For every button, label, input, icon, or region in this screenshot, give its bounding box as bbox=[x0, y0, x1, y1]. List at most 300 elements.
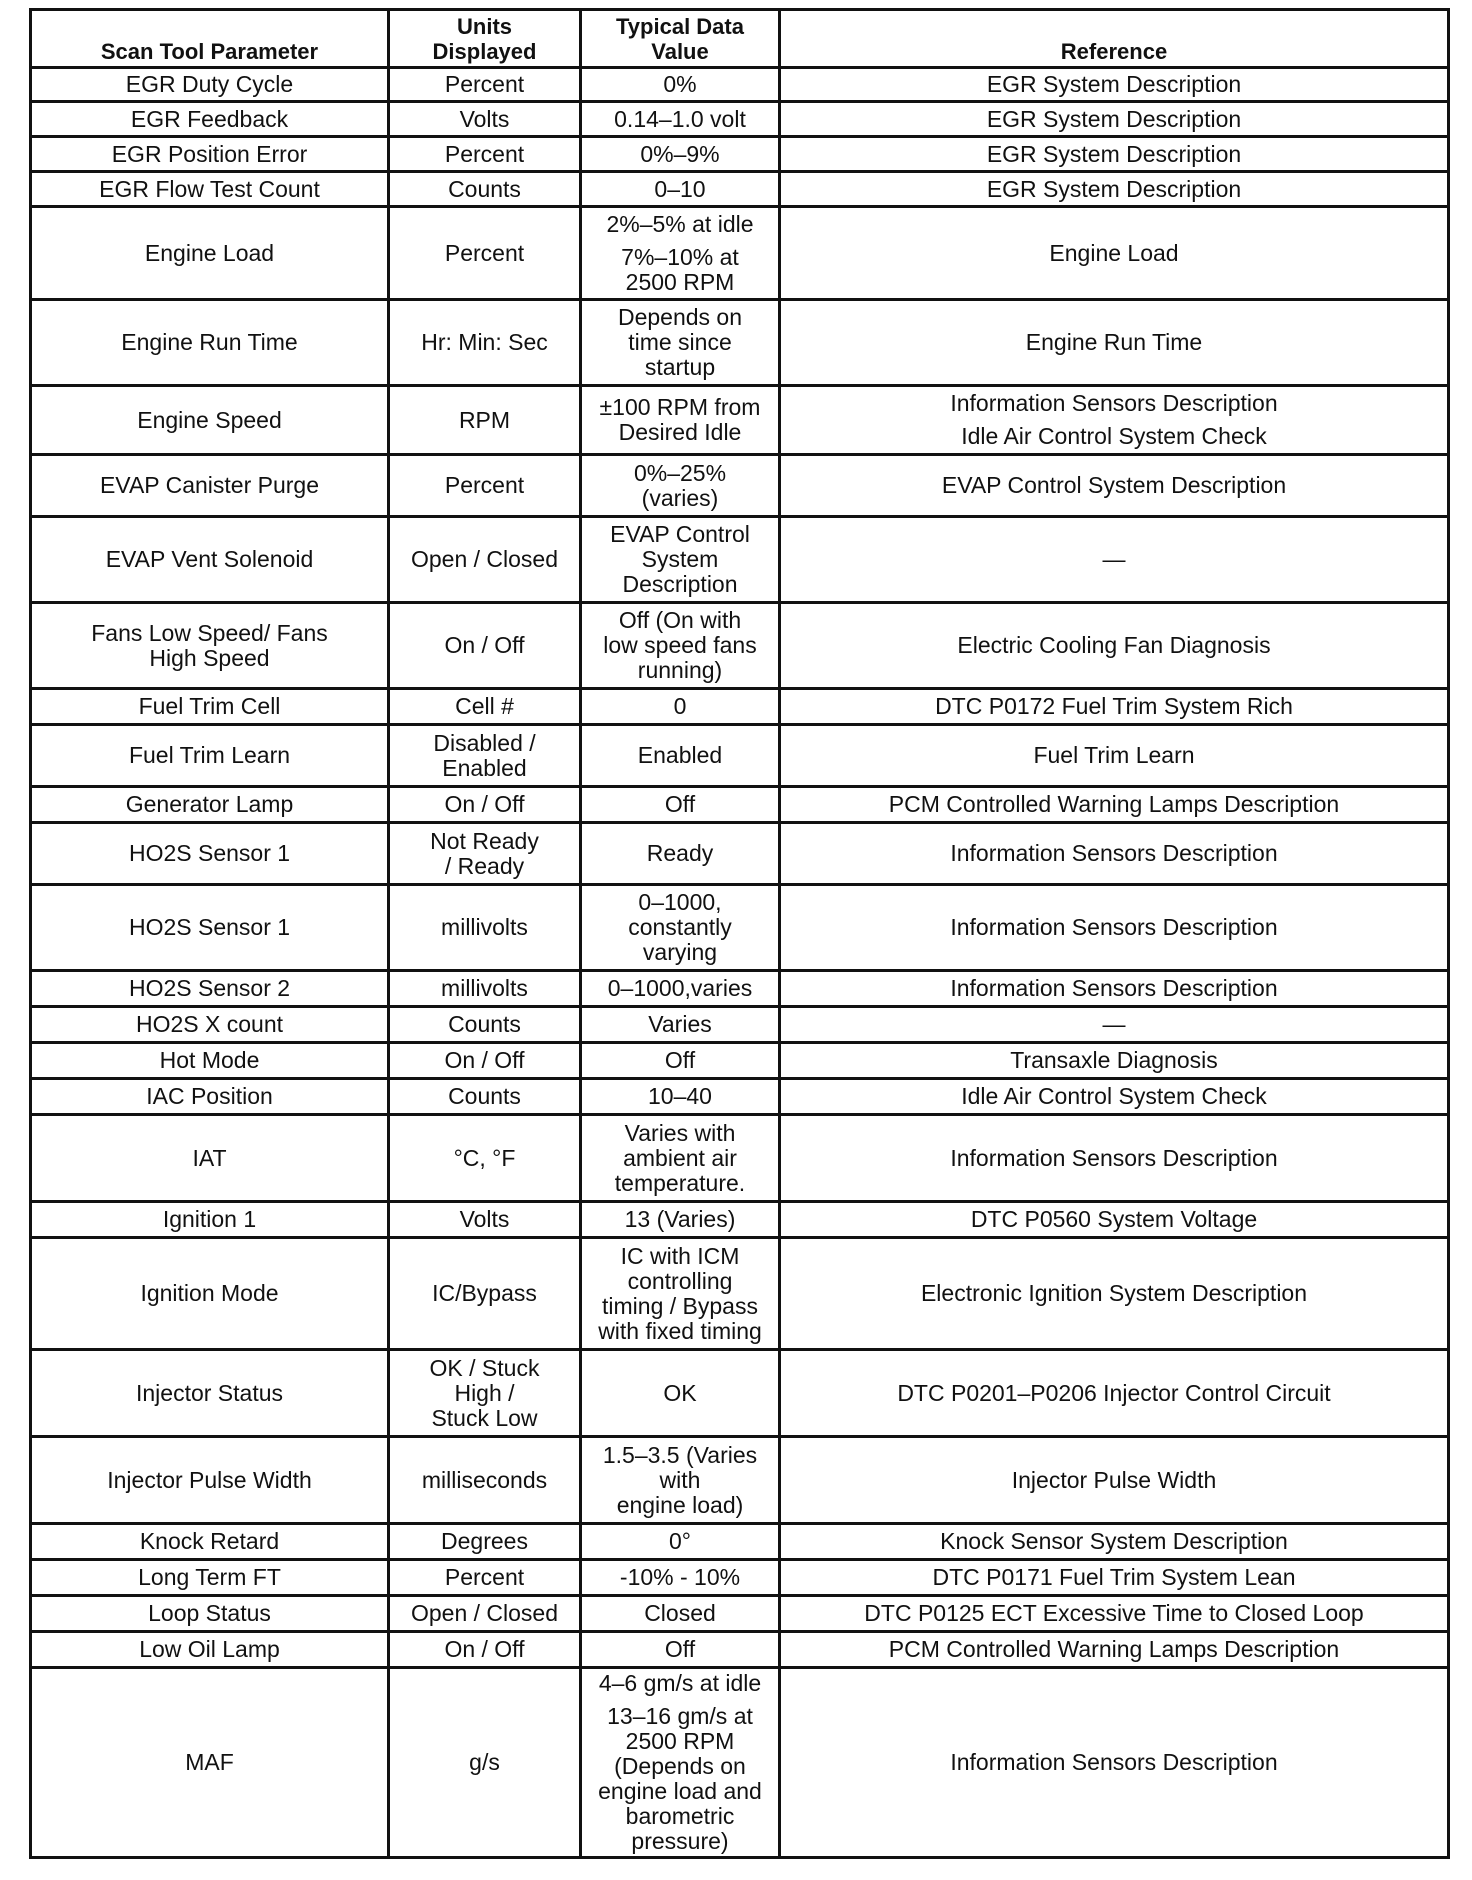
cell-text: Enabled bbox=[637, 742, 723, 768]
table-row bbox=[31, 207, 1449, 300]
cell-text: milliseconds bbox=[421, 1466, 548, 1493]
cell-parameter bbox=[31, 68, 389, 102]
cell-units bbox=[389, 1007, 581, 1043]
cell-text: 0%–9% bbox=[640, 140, 720, 167]
cell-parameter bbox=[31, 137, 389, 172]
table-row bbox=[31, 885, 1449, 971]
cell-text: HO2S Sensor 1 bbox=[128, 840, 291, 866]
cell-text: startup bbox=[644, 354, 716, 380]
cell-reference bbox=[780, 689, 1449, 725]
cell-text: Knock Sensor System Description bbox=[940, 1528, 1288, 1554]
cell-text: Information Sensors Description bbox=[950, 390, 1278, 416]
cell-text: Injector Status bbox=[135, 1379, 284, 1406]
cell-text: HO2S Sensor 2 bbox=[128, 975, 291, 1001]
cell-text: Idle Air Control System Check bbox=[961, 423, 1267, 449]
table-row bbox=[31, 137, 1449, 172]
table-row bbox=[31, 787, 1449, 823]
cell-parameter bbox=[31, 787, 389, 823]
cell-text: Transaxle Diagnosis bbox=[1010, 1047, 1218, 1073]
cell-typical-value bbox=[581, 1524, 780, 1560]
cell-text: Percent bbox=[444, 71, 525, 97]
cell-text: EVAP Control bbox=[610, 521, 750, 547]
cell-text: time since bbox=[628, 329, 732, 355]
cell-parameter bbox=[31, 1202, 389, 1238]
cell-text: with bbox=[659, 1466, 701, 1493]
cell-reference bbox=[780, 1007, 1449, 1043]
cell-text: DTC P0201–P0206 Injector Control Circuit bbox=[897, 1379, 1331, 1406]
cell-units bbox=[389, 1668, 581, 1858]
cell-units bbox=[389, 1632, 581, 1668]
cell-text: EVAP Control System Description bbox=[941, 472, 1287, 498]
cell-units bbox=[389, 725, 581, 787]
cell-parameter bbox=[31, 517, 389, 603]
cell-text: Percent bbox=[444, 1564, 525, 1590]
table-row bbox=[31, 172, 1449, 207]
table-row bbox=[31, 1632, 1449, 1668]
cell-text: millivolts bbox=[441, 914, 528, 940]
cell-parameter bbox=[31, 172, 389, 207]
cell-units bbox=[389, 137, 581, 172]
cell-reference bbox=[780, 300, 1449, 386]
cell-parameter bbox=[31, 386, 389, 455]
cell-reference bbox=[780, 885, 1449, 971]
cell-typical-value bbox=[581, 725, 780, 787]
cell-text: Information Sensors Description bbox=[950, 1144, 1278, 1171]
cell-typical-value bbox=[581, 517, 780, 603]
cell-text: On / Off bbox=[444, 791, 525, 817]
cell-text: 0–10 bbox=[654, 175, 706, 202]
cell-parameter bbox=[31, 300, 389, 386]
cell-reference bbox=[780, 1043, 1449, 1079]
table-row bbox=[31, 1043, 1449, 1079]
cell-text: millivolts bbox=[441, 975, 528, 1001]
cell-text: Not Ready bbox=[430, 827, 539, 854]
cell-text: ±100 RPM from bbox=[599, 394, 761, 420]
cell-typical-value bbox=[581, 885, 780, 971]
cell-text: Fuel Trim Learn bbox=[128, 742, 291, 768]
cell-units bbox=[389, 823, 581, 885]
cell-text: -10% - 10% bbox=[619, 1564, 741, 1590]
cell-text: EGR System Description bbox=[986, 175, 1242, 202]
table-row bbox=[31, 517, 1449, 603]
cell-text: Disabled / bbox=[433, 729, 536, 756]
cell-parameter bbox=[31, 885, 389, 971]
cell-typical-value bbox=[581, 823, 780, 885]
cell-text: Off bbox=[664, 1047, 696, 1073]
cell-units bbox=[389, 1115, 581, 1202]
cell-text: PCM Controlled Warning Lamps Description bbox=[888, 1636, 1340, 1662]
cell-units bbox=[389, 455, 581, 517]
cell-reference bbox=[780, 1524, 1449, 1560]
cell-text: Long Term FT bbox=[138, 1564, 281, 1590]
cell-typical-value bbox=[581, 68, 780, 102]
cell-text: MAF bbox=[185, 1749, 234, 1775]
header-parameter bbox=[31, 10, 389, 68]
cell-text: Counts bbox=[448, 175, 521, 202]
table-row bbox=[31, 455, 1449, 517]
cell-text: Engine Run Time bbox=[121, 329, 298, 355]
cell-text: EGR System Description bbox=[986, 105, 1242, 132]
cell-text: temperature. bbox=[614, 1169, 746, 1196]
table-row bbox=[31, 1238, 1449, 1350]
cell-text: Percent bbox=[444, 239, 525, 266]
header-text: Scan Tool Parameter bbox=[100, 39, 319, 64]
cell-typical-value bbox=[581, 1202, 780, 1238]
cell-units bbox=[389, 68, 581, 102]
cell-text: IAC Position bbox=[146, 1083, 273, 1109]
cell-text: Off bbox=[664, 791, 696, 817]
cell-text: / Ready bbox=[444, 852, 525, 879]
table-row bbox=[31, 1560, 1449, 1596]
cell-text: — bbox=[1102, 1011, 1126, 1037]
cell-reference bbox=[780, 137, 1449, 172]
cell-units bbox=[389, 1560, 581, 1596]
cell-text: Information Sensors Description bbox=[950, 975, 1278, 1001]
cell-text: On / Off bbox=[444, 1047, 525, 1073]
table-row bbox=[31, 725, 1449, 787]
cell-text: Closed bbox=[644, 1600, 716, 1626]
cell-units bbox=[389, 1079, 581, 1115]
cell-units bbox=[389, 1202, 581, 1238]
cell-text: 13 (Varies) bbox=[624, 1206, 736, 1232]
cell-reference bbox=[780, 1202, 1449, 1238]
cell-typical-value bbox=[581, 1007, 780, 1043]
cell-text: IC with ICM bbox=[620, 1242, 740, 1269]
table-row bbox=[31, 102, 1449, 137]
cell-parameter bbox=[31, 1007, 389, 1043]
cell-parameter bbox=[31, 1079, 389, 1115]
cell-text: Engine Load bbox=[144, 239, 275, 266]
cell-reference bbox=[780, 517, 1449, 603]
cell-typical-value bbox=[581, 300, 780, 386]
cell-text: 0.14–1.0 volt bbox=[614, 105, 746, 132]
header-text: Displayed bbox=[432, 39, 537, 64]
cell-typical-value bbox=[581, 1350, 780, 1437]
cell-typical-value bbox=[581, 1596, 780, 1632]
cell-typical-value bbox=[581, 1115, 780, 1202]
cell-text: Electric Cooling Fan Diagnosis bbox=[957, 632, 1271, 658]
cell-text: 0 bbox=[673, 693, 687, 719]
table-body bbox=[31, 68, 1449, 1858]
cell-reference bbox=[780, 787, 1449, 823]
table-row bbox=[31, 823, 1449, 885]
cell-text: DTC P0125 ECT Excessive Time to Closed Loop bbox=[864, 1600, 1364, 1626]
cell-parameter bbox=[31, 1043, 389, 1079]
cell-text: Generator Lamp bbox=[125, 791, 294, 817]
cell-units bbox=[389, 172, 581, 207]
cell-parameter bbox=[31, 1115, 389, 1202]
cell-text: Enabled bbox=[442, 754, 527, 781]
table-row bbox=[31, 1668, 1449, 1858]
cell-parameter bbox=[31, 207, 389, 300]
cell-text: Engine Load bbox=[1049, 239, 1179, 266]
cell-typical-value bbox=[581, 455, 780, 517]
header-units bbox=[389, 10, 581, 68]
table-row bbox=[31, 1524, 1449, 1560]
cell-text: 0° bbox=[669, 1528, 691, 1554]
cell-reference bbox=[780, 172, 1449, 207]
cell-units bbox=[389, 689, 581, 725]
cell-units bbox=[389, 1524, 581, 1560]
table-row bbox=[31, 1115, 1449, 1202]
cell-text: Open / Closed bbox=[410, 546, 559, 572]
cell-text: IAT bbox=[192, 1144, 227, 1171]
cell-text: Off (On with bbox=[618, 607, 742, 633]
table-row bbox=[31, 689, 1449, 725]
cell-text: DTC P0560 System Voltage bbox=[970, 1206, 1258, 1232]
cell-text: low speed fans bbox=[603, 632, 757, 658]
table-row bbox=[31, 1079, 1449, 1115]
header-text: Reference bbox=[1060, 39, 1168, 64]
scan-tool-data-table bbox=[29, 8, 1450, 1859]
cell-text: Injector Pulse Width bbox=[107, 1466, 312, 1493]
cell-text: Hot Mode bbox=[159, 1047, 260, 1073]
cell-text: 0–1000, bbox=[638, 889, 722, 915]
cell-text: — bbox=[1102, 546, 1126, 572]
cell-text: 2500 RPM bbox=[625, 268, 735, 295]
table-row bbox=[31, 1007, 1449, 1043]
cell-typical-value bbox=[581, 1668, 780, 1858]
cell-units bbox=[389, 971, 581, 1007]
cell-reference bbox=[780, 102, 1449, 137]
cell-text: Cell # bbox=[455, 693, 514, 719]
table-header-row bbox=[31, 10, 1449, 68]
cell-parameter bbox=[31, 1596, 389, 1632]
cell-text: 13–16 gm/s at bbox=[607, 1703, 753, 1729]
cell-typical-value bbox=[581, 971, 780, 1007]
cell-parameter bbox=[31, 1350, 389, 1437]
cell-text: DTC P0171 Fuel Trim System Lean bbox=[932, 1564, 1296, 1590]
cell-text: Information Sensors Description bbox=[950, 840, 1278, 866]
cell-typical-value bbox=[581, 1238, 780, 1350]
cell-typical-value bbox=[581, 102, 780, 137]
table-row bbox=[31, 1202, 1449, 1238]
cell-units bbox=[389, 102, 581, 137]
cell-text: running) bbox=[637, 657, 723, 683]
cell-text: 0%–25% bbox=[633, 459, 727, 486]
cell-units bbox=[389, 1238, 581, 1350]
cell-units bbox=[389, 300, 581, 386]
cell-reference bbox=[780, 725, 1449, 787]
cell-text: with fixed timing bbox=[598, 1317, 762, 1344]
header-text: Typical Data bbox=[616, 14, 744, 39]
cell-parameter bbox=[31, 455, 389, 517]
table-row bbox=[31, 1350, 1449, 1437]
cell-text: 0–1000,varies bbox=[607, 975, 753, 1001]
cell-units bbox=[389, 885, 581, 971]
cell-text: Varies with bbox=[624, 1119, 736, 1146]
cell-parameter bbox=[31, 1437, 389, 1524]
cell-text: 2500 RPM bbox=[625, 1728, 735, 1754]
cell-typical-value bbox=[581, 603, 780, 689]
cell-text: EGR Flow Test Count bbox=[99, 175, 320, 202]
cell-parameter bbox=[31, 689, 389, 725]
cell-text: Hr: Min: Sec bbox=[421, 329, 548, 355]
cell-reference bbox=[780, 1350, 1449, 1437]
cell-text: DTC P0172 Fuel Trim System Rich bbox=[935, 693, 1293, 719]
cell-text: Idle Air Control System Check bbox=[961, 1083, 1267, 1109]
cell-text: 7%–10% at bbox=[621, 243, 739, 270]
cell-typical-value bbox=[581, 1632, 780, 1668]
cell-text: g/s bbox=[469, 1749, 500, 1775]
cell-text: EGR Feedback bbox=[130, 105, 289, 132]
cell-text: varying bbox=[642, 939, 718, 965]
cell-text: Information Sensors Description bbox=[950, 1749, 1278, 1775]
cell-text: 4–6 gm/s at idle bbox=[598, 1670, 762, 1696]
cell-reference bbox=[780, 1238, 1449, 1350]
cell-units bbox=[389, 386, 581, 455]
cell-typical-value bbox=[581, 689, 780, 725]
cell-text: Low Oil Lamp bbox=[139, 1636, 280, 1662]
cell-text: engine load and bbox=[598, 1778, 762, 1804]
cell-units bbox=[389, 1350, 581, 1437]
cell-text: HO2S Sensor 1 bbox=[128, 914, 291, 940]
cell-units bbox=[389, 517, 581, 603]
cell-text: Percent bbox=[444, 472, 525, 498]
cell-text: IC/Bypass bbox=[432, 1280, 537, 1306]
cell-text: Ready bbox=[646, 840, 714, 866]
table-row bbox=[31, 300, 1449, 386]
cell-reference bbox=[780, 1079, 1449, 1115]
cell-text: PCM Controlled Warning Lamps Description bbox=[888, 791, 1340, 817]
cell-text: Percent bbox=[444, 140, 525, 167]
cell-text: Injector Pulse Width bbox=[1011, 1466, 1217, 1493]
cell-text: Volts bbox=[459, 1206, 510, 1232]
cell-text: Engine Run Time bbox=[1025, 329, 1203, 355]
cell-reference bbox=[780, 207, 1449, 300]
table-row bbox=[31, 68, 1449, 102]
cell-text: OK / Stuck bbox=[429, 1354, 540, 1381]
cell-text: EVAP Canister Purge bbox=[99, 472, 320, 498]
cell-text: Knock Retard bbox=[139, 1528, 280, 1554]
cell-text: Ignition 1 bbox=[162, 1206, 257, 1232]
cell-text: EGR System Description bbox=[986, 140, 1242, 167]
cell-parameter bbox=[31, 725, 389, 787]
cell-reference bbox=[780, 1437, 1449, 1524]
cell-text: RPM bbox=[458, 406, 511, 433]
header-reference bbox=[780, 10, 1449, 68]
cell-text: 0% bbox=[663, 71, 697, 97]
cell-text: On / Off bbox=[444, 632, 525, 658]
table-row bbox=[31, 603, 1449, 689]
cell-parameter bbox=[31, 102, 389, 137]
cell-text: Description bbox=[622, 571, 738, 597]
cell-typical-value bbox=[581, 1560, 780, 1596]
cell-units bbox=[389, 603, 581, 689]
cell-reference bbox=[780, 1115, 1449, 1202]
cell-reference bbox=[780, 1560, 1449, 1596]
cell-text: Electronic Ignition System Description bbox=[920, 1280, 1308, 1306]
table-row bbox=[31, 386, 1449, 455]
cell-parameter bbox=[31, 603, 389, 689]
cell-text: 10–40 bbox=[648, 1083, 712, 1109]
cell-units bbox=[389, 1043, 581, 1079]
cell-text: Desired Idle bbox=[618, 419, 742, 445]
cell-parameter bbox=[31, 823, 389, 885]
cell-text: timing / Bypass bbox=[602, 1292, 758, 1319]
cell-text: constantly bbox=[628, 914, 732, 940]
cell-reference bbox=[780, 1632, 1449, 1668]
header-text: Units bbox=[457, 14, 512, 39]
cell-reference bbox=[780, 68, 1449, 102]
cell-typical-value bbox=[581, 787, 780, 823]
table-row bbox=[31, 971, 1449, 1007]
cell-units bbox=[389, 787, 581, 823]
cell-reference bbox=[780, 455, 1449, 517]
cell-text: Volts bbox=[459, 105, 510, 132]
cell-text: EGR Duty Cycle bbox=[125, 71, 294, 97]
cell-text: EGR System Description bbox=[986, 71, 1242, 97]
cell-text: System bbox=[641, 546, 719, 572]
cell-text: Fans Low Speed/ Fans bbox=[91, 619, 328, 646]
cell-text: pressure) bbox=[631, 1828, 729, 1854]
cell-parameter bbox=[31, 1238, 389, 1350]
cell-text: Depends on bbox=[617, 304, 743, 330]
cell-text: HO2S X count bbox=[135, 1011, 284, 1037]
cell-text: engine load) bbox=[616, 1491, 744, 1518]
cell-text: °C, °F bbox=[453, 1144, 516, 1171]
cell-text: High Speed bbox=[149, 644, 270, 671]
cell-text: controlling bbox=[627, 1267, 733, 1294]
cell-text: (Depends on bbox=[614, 1753, 746, 1779]
cell-typical-value bbox=[581, 137, 780, 172]
cell-typical-value bbox=[581, 172, 780, 207]
table-row bbox=[31, 1437, 1449, 1524]
cell-typical-value bbox=[581, 1079, 780, 1115]
cell-text: Degrees bbox=[441, 1528, 528, 1554]
header-text: Value bbox=[651, 39, 709, 64]
cell-text: ambient air bbox=[623, 1144, 737, 1171]
cell-text: Open / Closed bbox=[410, 1600, 559, 1626]
cell-text: (varies) bbox=[641, 484, 719, 511]
cell-text: Counts bbox=[448, 1011, 521, 1037]
cell-reference bbox=[780, 1668, 1449, 1858]
cell-reference bbox=[780, 823, 1449, 885]
cell-typical-value bbox=[581, 1437, 780, 1524]
cell-units bbox=[389, 207, 581, 300]
table-row bbox=[31, 1596, 1449, 1632]
cell-text: 1.5–3.5 (Varies bbox=[602, 1441, 758, 1468]
cell-typical-value bbox=[581, 1043, 780, 1079]
cell-parameter bbox=[31, 1560, 389, 1596]
cell-text: EVAP Vent Solenoid bbox=[105, 546, 314, 572]
cell-reference bbox=[780, 603, 1449, 689]
cell-text: Counts bbox=[448, 1083, 521, 1109]
cell-text: Stuck Low bbox=[431, 1404, 538, 1431]
cell-text: 2%–5% at idle bbox=[606, 210, 754, 237]
cell-parameter bbox=[31, 1668, 389, 1858]
cell-text: Information Sensors Description bbox=[950, 914, 1278, 940]
cell-reference bbox=[780, 386, 1449, 455]
header-typical-value bbox=[581, 10, 780, 68]
cell-text: Fuel Trim Cell bbox=[138, 693, 281, 719]
cell-parameter bbox=[31, 971, 389, 1007]
cell-typical-value bbox=[581, 386, 780, 455]
cell-units bbox=[389, 1437, 581, 1524]
cell-text: On / Off bbox=[444, 1636, 525, 1662]
cell-typical-value bbox=[581, 207, 780, 300]
cell-text: Fuel Trim Learn bbox=[1033, 742, 1195, 768]
cell-parameter bbox=[31, 1632, 389, 1668]
cell-reference bbox=[780, 1596, 1449, 1632]
cell-units bbox=[389, 1596, 581, 1632]
cell-text: Off bbox=[664, 1636, 696, 1662]
cell-text: barometric bbox=[625, 1803, 735, 1829]
cell-text: EGR Position Error bbox=[111, 140, 308, 167]
cell-parameter bbox=[31, 1524, 389, 1560]
cell-text: Varies bbox=[648, 1011, 712, 1037]
cell-text: OK bbox=[663, 1379, 697, 1406]
